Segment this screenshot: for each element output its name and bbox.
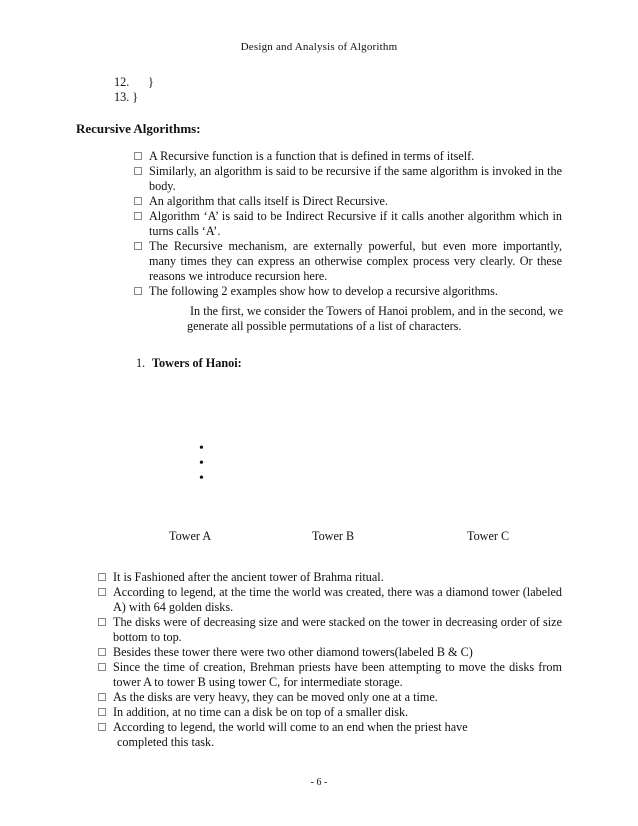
bullet-box-icon — [98, 618, 106, 626]
list-item — [134, 164, 562, 194]
section-title: Recursive Algorithms: — [76, 121, 201, 136]
subheading — [136, 356, 242, 371]
tower-b-label: Tower B — [312, 529, 355, 543]
page-header: Design and Analysis of Algorithm — [240, 41, 398, 53]
page-number: - 6 - — [310, 777, 328, 788]
list-item — [98, 660, 562, 690]
code-line-text: } — [132, 90, 139, 104]
bullet-box-icon — [98, 663, 106, 671]
bullet-box-icon — [98, 648, 106, 656]
bullet-box-icon — [98, 708, 106, 716]
tower-c-label: Tower C — [467, 529, 510, 543]
bullet-box-icon — [98, 693, 106, 701]
list-item — [98, 690, 562, 705]
list-item-text: It is Fashioned after the ancient tower of Brahma ritual. — [113, 570, 384, 584]
list-item — [98, 570, 562, 585]
list-item — [98, 645, 562, 660]
list-item-text: An algorithm that calls itself is Direct Recursive. — [149, 194, 388, 208]
list-item-text: As the disks are very heavy, they can be moved only one at a time. — [113, 690, 438, 704]
bullet-box-icon — [98, 723, 106, 731]
list-item-text: According to legend, the world will come to an end when the priest have — [113, 720, 468, 734]
bullet-box-icon — [134, 152, 142, 160]
list-item-text: Similarly, an algorithm is said to be recursive if the same algorithm is invoked in the body. — [149, 164, 562, 193]
bullet-box-icon — [134, 287, 142, 295]
list-item-text: The disks were of decreasing size and were stacked on the tower in decreasing order of size bottom to top. — [113, 615, 562, 644]
list-item-text: The following 2 examples show how to develop a recursive algorithms. — [149, 284, 498, 298]
bullet-box-icon — [98, 573, 106, 581]
list-item — [98, 585, 562, 615]
hanoi-bullet-list — [98, 570, 562, 750]
paragraph-text: In the first, we consider the Towers of Hanoi problem, and in the second, we generate all possible permutations of a list of characters. — [187, 304, 563, 333]
list-item-continuation — [98, 735, 562, 750]
tower-a-label: Tower A — [169, 529, 212, 543]
bullet-box-icon — [98, 588, 106, 596]
code-line-13 — [114, 90, 138, 105]
list-item-text: Since the time of creation, Brehman priests have been attempting to move the disks from tower A to tower B using tower C, for intermediate storage. — [113, 660, 562, 689]
bullet-box-icon — [134, 212, 142, 220]
list-item — [134, 209, 562, 239]
code-line-number: 12. — [114, 75, 130, 89]
list-item — [98, 705, 562, 720]
bullet-box-icon — [134, 197, 142, 205]
code-line-number: 13. — [114, 90, 130, 104]
bullet-box-icon — [134, 242, 142, 250]
list-item-text: In addition, at no time can a disk be on top of a smaller disk. — [113, 705, 409, 719]
bullet-box-icon — [134, 167, 142, 175]
list-item-text: A Recursive function is a function that is defined in terms of itself. — [149, 149, 475, 163]
intro-paragraph — [187, 304, 563, 334]
list-item-text: Besides these tower there were two other diamond towers(labeled B & C) — [113, 645, 473, 659]
list-item — [134, 149, 562, 164]
list-item-text: The Recursive mechanism, are externally powerful, but even more importantly, many times they can express an otherwise complex process very clearly. Or these reasons we introduce recursion here. — [149, 239, 562, 283]
list-item — [134, 239, 562, 284]
code-line-text: } — [148, 75, 154, 89]
code-line-12 — [114, 75, 154, 90]
list-item — [98, 720, 562, 735]
subheading-number: 1. — [136, 356, 146, 370]
subheading-title: Towers of Hanoi: — [152, 356, 242, 370]
recursion-bullet-list — [134, 149, 562, 299]
list-item-text: completed this task. — [117, 735, 215, 749]
list-item — [98, 615, 562, 645]
list-item-text: According to legend, at the time the world was created, there was a diamond tower (labeled A) with 64 golden disks. — [113, 585, 562, 614]
list-item-text: Algorithm ‘A’ is said to be Indirect Recursive if it calls another algorithm which in turns calls ‘A’. — [149, 209, 562, 238]
disk-dots: • • • — [199, 441, 204, 486]
list-item — [134, 194, 562, 209]
list-item — [134, 284, 562, 299]
